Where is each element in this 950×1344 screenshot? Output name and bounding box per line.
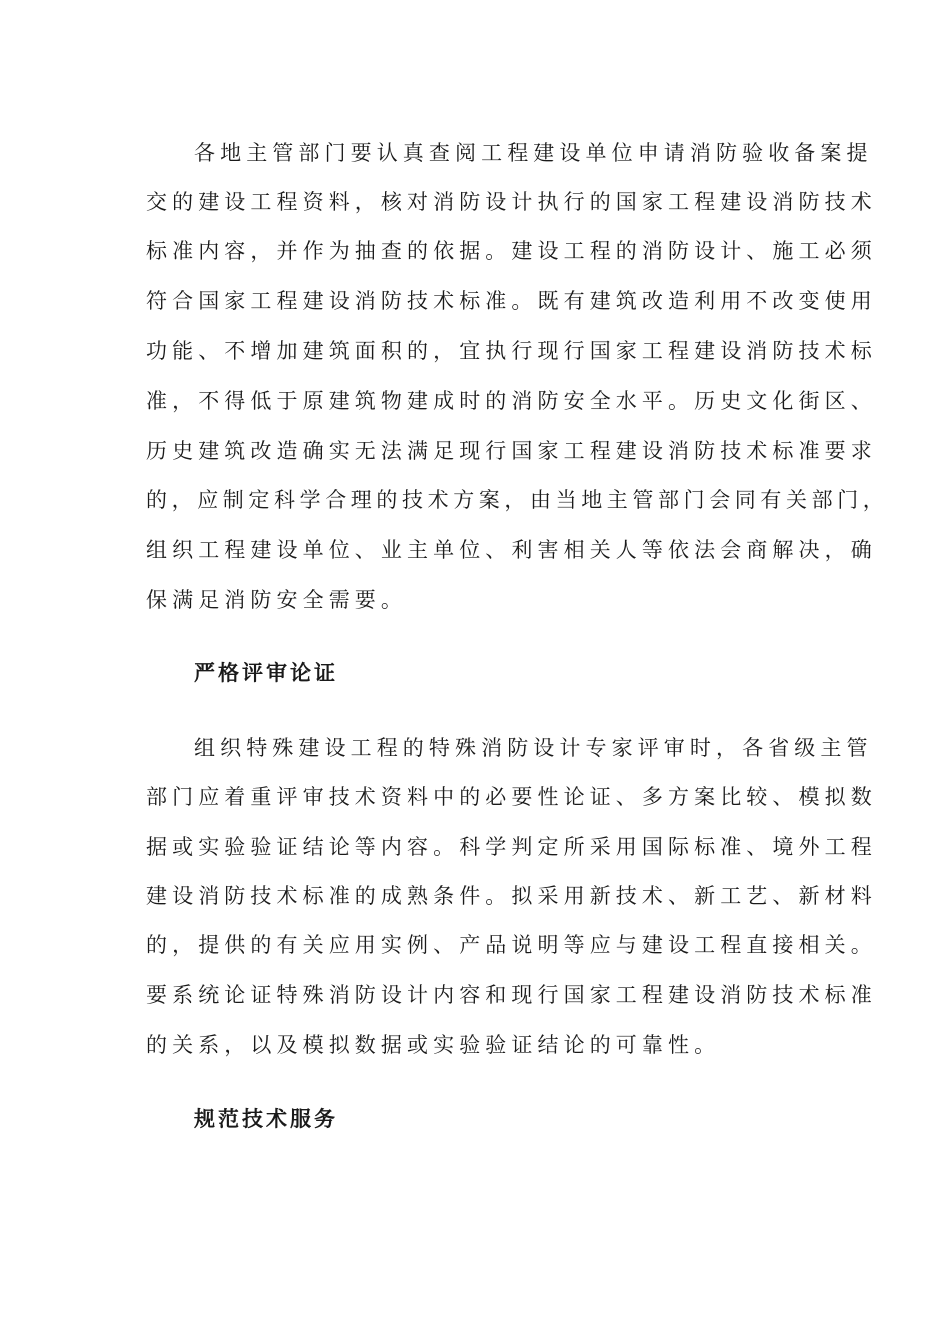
paragraph-1-line-4: 符合国家工程建设消防技术标准。既有建筑改造利用不改变使用 <box>146 289 877 313</box>
paragraph-1-line-1: 各地主管部门要认真查阅工程建设单位申请消防验收备案提 <box>194 141 873 165</box>
paragraph-1-line-2: 交的建设工程资料，核对消防设计执行的国家工程建设消防技术 <box>146 190 877 214</box>
paragraph-1-line-3: 标准内容，并作为抽查的依据。建设工程的消防设计、施工必须 <box>146 239 877 263</box>
paragraph-1-line-9: 组织工程建设单位、业主单位、利害相关人等依法会商解决，确 <box>146 538 877 562</box>
paragraph-2-line-1: 组织特殊建设工程的特殊消防设计专家评审时，各省级主管 <box>194 736 873 760</box>
paragraph-1-line-6: 准，不得低于原建筑物建成时的消防安全水平。历史文化街区、 <box>146 389 877 413</box>
paragraph-1-line-7: 历史建筑改造确实无法满足现行国家工程建设消防技术标准要求 <box>146 439 877 463</box>
paragraph-1-line-5: 功能、不增加建筑面积的，宜执行现行国家工程建设消防技术标 <box>146 339 877 363</box>
paragraph-2-line-6: 要系统论证特殊消防设计内容和现行国家工程建设消防技术标准 <box>146 983 877 1007</box>
paragraph-2-line-5: 的，提供的有关应用实例、产品说明等应与建设工程直接相关。 <box>146 933 877 957</box>
section-heading-strict-review: 严格评审论证 <box>194 660 338 685</box>
paragraph-1-line-8: 的，应制定科学合理的技术方案，由当地主管部门会同有关部门， <box>146 488 889 512</box>
paragraph-2-line-4: 建设消防技术标准的成熟条件。拟采用新技术、新工艺、新材料 <box>146 884 877 908</box>
paragraph-2-line-2: 部门应着重评审技术资料中的必要性论证、多方案比较、模拟数 <box>146 785 877 809</box>
paragraph-2-line-3: 据或实验验证结论等内容。科学判定所采用国际标准、境外工程 <box>146 835 877 859</box>
paragraph-1-line-10: 保满足消防安全需要。 <box>146 588 407 612</box>
section-heading-technical-service: 规范技术服务 <box>194 1106 338 1131</box>
paragraph-2-line-7: 的关系，以及模拟数据或实验验证结论的可靠性。 <box>146 1033 721 1057</box>
